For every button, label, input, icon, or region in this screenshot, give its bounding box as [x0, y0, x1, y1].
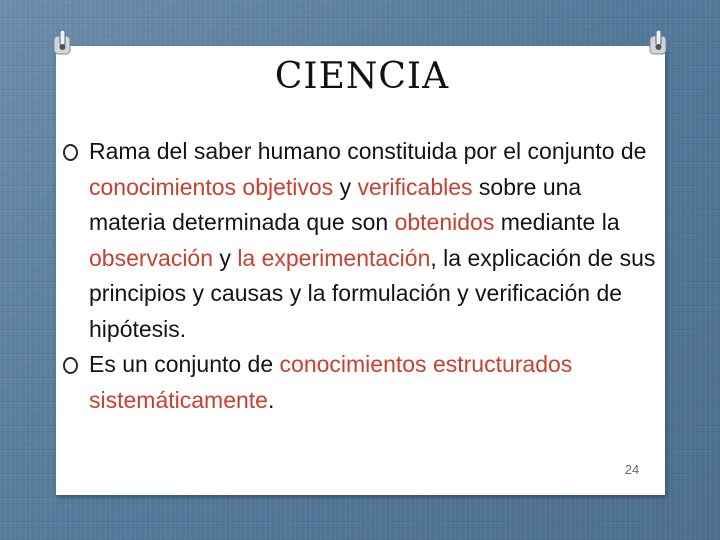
ring-bullet-icon — [63, 357, 78, 374]
binder-clip-icon — [50, 28, 76, 58]
bullet-text: Rama del saber humano constituida por el conjunto de — [89, 138, 647, 164]
binder-clip-icon — [646, 28, 672, 58]
bullet-text: y — [213, 244, 238, 271]
ring-bullet-icon — [63, 144, 78, 161]
bullet-item — [62, 347, 662, 418]
bullet-text: mediante la — [494, 209, 620, 235]
highlight-term: obtenidos — [394, 209, 495, 235]
highlight-term: la experimentación — [237, 244, 431, 271]
bullet-text: Es un conjunto de — [89, 351, 280, 377]
bullet-text: y — [333, 173, 358, 200]
bullet-list — [62, 134, 662, 418]
bullet-text: . — [267, 386, 275, 413]
highlight-term: conocimientos objetivos — [89, 173, 334, 200]
bullet-text: , la explicación de sus principios y causas y la formulación y verificación de hipótesis. — [89, 244, 656, 342]
bullet-item — [62, 134, 662, 347]
highlight-term: verificables — [357, 173, 473, 200]
page-number: 24 — [624, 462, 640, 477]
slide-title: CIENCIA — [274, 56, 450, 97]
highlight-term: conocimientos estructurados sistemáticamente — [89, 351, 573, 413]
highlight-term: observación — [89, 244, 214, 271]
bullet-text: sobre una materia determinada que son — [89, 173, 582, 235]
